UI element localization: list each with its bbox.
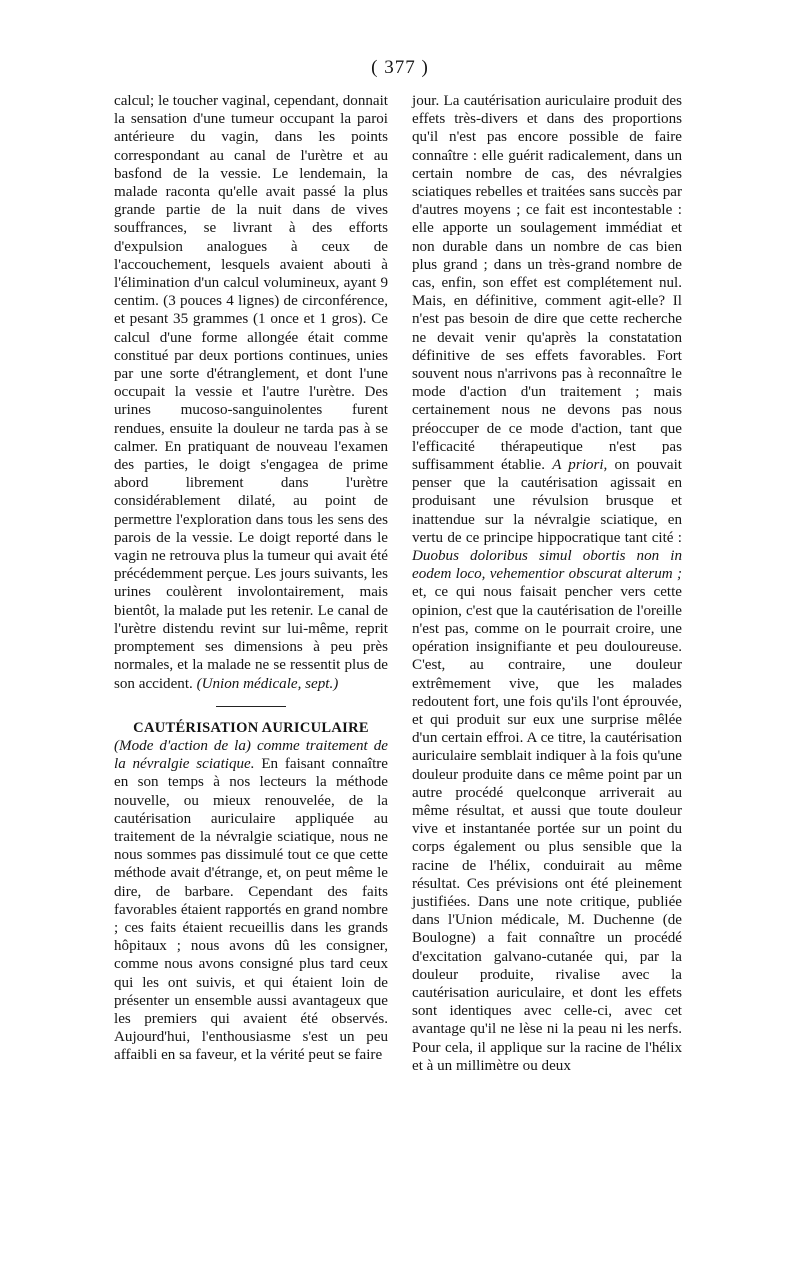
left-paragraph-2: [114, 737, 388, 1065]
latin-quotation: Duobus doloribus simul obortis non in eodem loco, vehementior obscurat alterum ;: [412, 548, 682, 583]
left-paragraph-1: [114, 92, 388, 693]
section-divider: [216, 706, 286, 707]
right-paragraph: [412, 92, 682, 1075]
right-text-a: jour. La cautérisation auriculaire produit des effets très-divers et dans des proportions qu'il n'est pas encore possible de faire connaître : elle guérit radicalement, dans un certain nombre de cas, des névralgies sciatiques rebelles et traitées sans succès par d'autres moyens ; ce fait est incontestable : elle apporte un soulagement immédiat et non durable dans un nombre de cas bien plus grand ; dans un très-grand nombre de cas, enfin, son effet est complétement nul. Mais, en définitive, comment agit-elle? Il n'est pas besoin de dire que cette recherche ne devait venir qu'après la constatation définitive de ses effets favorables. Fort souvent nous n'arrivons pas à reconnaître le mode d'action d'un traitement ; mais certainement nous ne devons pas nous préoccuper de ce mode d'action, tant que l'efficacité thérapeutique n'est pas suffisamment établie.: [412, 93, 682, 474]
right-text-b: on pouvait penser que la cautérisation agissait en produisant une révulsion brusque et inattendue sur la névralgie sciatique, en vertu de ce principe hippocratique tant cité :: [412, 457, 682, 546]
section-title: CAUTÉRISATION AURICULAIRE: [133, 719, 369, 736]
left-paragraph-1-text: calcul; le toucher vaginal, cependant, donnait la sensation d'une tumeur occupant la paroi antérieure du vagin, dans les points correspondant au canal de l'urètre et au basfond de la vessie. Le lendemain, la malade raconta qu'elle avait passé la plus grande partie de la nuit dans de vives souffrances, se livrant à des efforts d'expulsion analogues à ceux de l'accouchement, lesquels avaient abouti à l'élimination d'un calcul volumineux, ayant 9 centim. (3 pouces 4 lignes) de circonférence, et pesant 35 grammes (1 once et 1 gros). Ce calcul d'une forme allongée était comme constitué par deux portions continues, unies par une sorte d'étranglement, et dont l'une occupait la vessie et l'autre l'urètre. Des urines mucoso-sanguinolentes furent rendues, ensuite la douleur ne tarda pas à se calmer. En pratiquant de nouveau l'examen des parties, le doigt s'engagea de prime abord librement dans l'urètre considérablement dilaté, au point de permettre l'exploration dans tous les sens des parois de la vessie. Le doigt reporté dans le vagin ne retrouva plus la tumeur qui avait été précédemment perçue. Les jours suivants, les urines coulèrent involontairement, mais bientôt, la malade put les retenir. Le canal de l'urètre distendu revint sur lui-même, reprit promptement ses dimensions à peu près normales, et la malade ne se ressentit plus de son accident.: [114, 93, 388, 692]
source-citation: (Union médicale, sept.): [196, 675, 339, 692]
right-column: [412, 92, 682, 1075]
right-text-c: et, ce qui nous faisait pencher vers cette opinion, c'est que la cautérisation de l'oreille n'est pas, comme on le pourrait croire, une opération insignifiante et peu douloureuse. C'est, au contraire, une douleur extrêmement vive, que les malades redoutent fort, une fois qu'ils l'ont éprouvée, et qui produit sur eux une surprise mêlée d'un certain effroi. A ce titre, la cautérisation auriculaire semblait indiquer à la fois qu'une douleur produite dans ce même point par un autre procédé quelconque arriverait au même résultat, et aussi que toute douleur vive et instantanée portée sur un point du corps également ou plus sensible que la racine de l'hélix, conduirait au même résultat. Ces prévisions ont été pleinement justifiées. Dans une note critique, publiée dans l'Union médicale, M. Duchenne (de Boulogne) a fait connaître un procédé d'excitation galvano-cutanée qui, par la douleur produite, rivalise avec la cautérisation auriculaire, et dont les effets sont identiques avec celle-ci, avec cet avantage qu'il ne lèse ni la peau ni les nerfs. Pour cela, il applique sur la racine de l'hélix et à un millimètre ou deux: [412, 584, 682, 1074]
section-subtitle: (Mode d'action de la) comme traitement de la névralgie sciatique.: [114, 737, 388, 773]
left-paragraph-2-text: En faisant connaître en son temps à nos lecteurs la méthode nouvelle, ou mieux renouvelée, de la cautérisation auriculaire appliquée au traitement de la névralgie sciatique, nous ne nous sommes pas dissimulé tout ce que cette méthode avait d'étrange, et, on peut même le dire, de barbare. Cependant des faits favorables étaient rapportés en grand nombre ; ces faits étaient recueillis dans les grands hôpitaux ; nous avons dû les consigner, comme nous avons consigné plus tard ceux qui les ont suivis, et qui étaient loin de présenter un ensemble aussi avantageux que les premiers qui avaient été observés. Aujourd'hui, l'enthousiasme s'est un peu affaibli en sa faveur, et la vérité peut se faire: [114, 756, 388, 1064]
a-priori-phrase: A priori,: [552, 457, 608, 474]
page-number: ( 377 ): [371, 57, 429, 78]
left-column: [114, 92, 388, 1065]
